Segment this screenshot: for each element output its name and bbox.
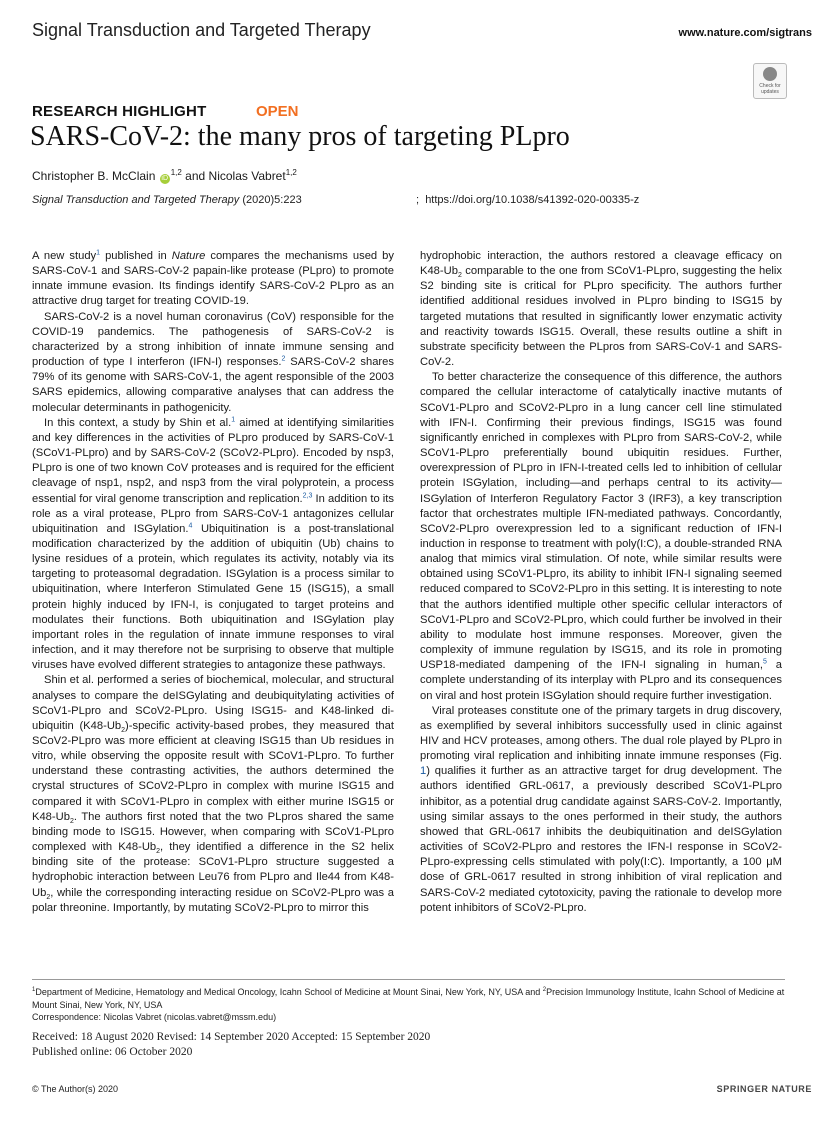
published-date: Published online: 06 October 2020	[32, 1046, 193, 1058]
doi-separator: ;	[416, 194, 420, 206]
paragraph: hydrophobic interaction, the authors restored a cleavage efficacy on $K48-Ub_2$ comparable to the one from SCoV1-PLpro, suggesting the helix S2 binding site is critical for PLpro specificity. The authors further identified additional residues involved in PLpro binding to ISG15 by targeted mutations that resulted in significantly lower enzymatic activity and reactivity towards ISG15. Overall, these results outline a shift in substrate specificity between the PLpros from SARS-CoV-1 and SARS-CoV-2.	[420, 250, 782, 369]
paragraph: To better characterize the consequence of this difference, the authors compared the cellular interactome of catalytically inactive mutants of SCoV1-PLpro and SCoV2-PLpro in a lung cancer cell line stimulated with IFN-I. Confirming their previous findings, ISG15 was found significantly enriched in complexes with PLpro from SARS-CoV-2, while SCoV1-PLpro preferentially bound ubiquitin residues. Further, overexpression of PLpro in IFN-I-treated cells led to inhibition of cellular protein ISGylation, including—and perhaps central to its activity—ISGylation of Interferon Regulatory Factor 3 (IRF3), a key transcription factor that orchestrates multiple IFN-mediated pathways. Concordantly, SCoV2-PLpro overexpression led to a significant reduction of IFN-I induction in response to treatment with poly(I:C), a double-stranded RNA analog that mimics viral stimulation. Of note, while similar results were obtained using SCoV1-PLpro, its ability to inhibit IFN-I signaling seemed reduced compared to SCoV2-PLpro in this setting. It is interesting to note that the authors identified multiple other specific cellular interactors of SCoV1-PLpro and SCoV2-PLpro, which could further be involved in their ability to modulate host immune responses. Moreover, given the complexity of immune regulation by ISG15, and its role in promoting USP18-mediated dampening of the IFN-I signaling in human,$^5$ a complete understanding of its interplay with PLpro and its consequences on viral and host protein ISGylation should require further investigation.	[420, 371, 782, 702]
paragraph: A new study$^1$ published in Nature compares the mechanisms used by SARS-CoV-1 and SARS-CoV-2 papain-like protease (PLpro) to promote innate immune evasion. Its findings identify SARS-CoV-2 PLpro as an attractive drug target for treating COVID-19.	[32, 249, 394, 308]
affiliation-marker: 2	[542, 987, 547, 993]
correspondence: Correspondence: Nicolas Vabret (nicolas.vabret@mssm.edu)	[32, 1012, 277, 1022]
paragraph: In this context, a study by Shin et al.$^1$ aimed at identifying similarities and key differences in the activities of PLpro produced by SARS-CoV-1 (SCoV1-PLpro) and by SARS-CoV-2 (SCoV2-PLpro). Encoded by nsp3, PLpro is one of two known CoV proteases and is required for the efficient cleavage of nsp1, nsp2, and nsp3 from the viral polyprotein, a process essential for viral genome transcription and replication.$^{2,3}$ In addition to its role as a viral protease, PLpro from SARS-CoV-1 antagonizes cellular ubiquitination and ISGylation.$^4$ Ubiquitination is a post-translational modification characterized by the addition of ubiquitin (Ub) chains to lysine residues of a protein, which regulates its activity, notably via its targeting to proteasomal degradation. ISGylation is a process similar to ubiquitination, where Interferon Stimulated Gene 15 (ISG15), a small protein highly induced by IFN-I, is conjugated to target proteins and modulates their functions. Both ubiquitination and ISGylation play important roles in the regulation of innate immune responses to viral infection, and it may therefore not be surprising to observe that multiple viruses have evolved different strategies to antagonize these pathways.	[32, 415, 394, 672]
body-column-right	[420, 249, 782, 916]
affiliation-marker: 1	[32, 987, 36, 993]
author-list	[32, 168, 297, 184]
body-column-left	[32, 249, 394, 916]
article-dates: Received: 18 August 2020 Revised: 14 September 2020 Accepted: 15 September 2020	[32, 1031, 431, 1043]
paragraph: Viral proteases constitute one of the primary targets in drug discovery, as exemplified by several inhibitors successfully used in clinic against HIV and HCV proteases, among others. The dual role played by PLpro in promoting viral replication and inhibiting innate immune responses (Fig. 1) qualifies it further as an attractive target for drug development. The authors identified GRL-0617, a previously described SCoV1-PLpro inhibitor, as a potential drug candidate against SARS-CoV-2. Importantly, using similar assays to the ones performed in their study, the authors showed that GRL-0617 inhibits the deubiquitination and deISGylation activities of SCoV2-PLpro and restores the IFN-I response in SCoV2-PLpro-expressing cells stimulated with poly(I:C). Importantly, a 100 μM dose of GRL-0617 resulted in strong inhibition of viral replication and SARS-CoV-2 mediated cytotoxicity, paving the rationale to develop more potent inhibitors of SCoV2-PLpro.	[420, 704, 782, 914]
author-affiliation: 1,2	[285, 168, 297, 177]
open-access-label: OPEN	[256, 103, 299, 120]
publisher-logo: SPRINGER NATURE	[716, 1084, 812, 1094]
citation-volume: (2020)5:223	[242, 194, 302, 206]
journal-name: Signal Transduction and Targeted Therapy	[32, 20, 371, 40]
doi-link[interactable]: https://doi.org/10.1038/s41392-020-00335-z	[425, 194, 640, 206]
orcid-icon[interactable]: iD	[161, 175, 169, 182]
citation	[32, 194, 302, 206]
journal-url-link[interactable]: www.nature.com/sigtrans	[678, 27, 812, 39]
article-title: SARS-CoV-2: the many pros of targeting PLpro	[30, 121, 570, 152]
doi	[416, 194, 639, 206]
footnote-divider	[32, 979, 785, 980]
check-for-updates-button[interactable]	[753, 63, 787, 99]
citation-journal: Signal Transduction and Targeted Therapy	[32, 194, 240, 206]
check-updates-icon	[763, 67, 777, 81]
author-conjunction: and	[181, 169, 209, 183]
author-name[interactable]: Nicolas Vabret	[208, 169, 286, 183]
paragraph: SARS-CoV-2 is a novel human coronavirus (CoV) responsible for the COVID-19 pandemics. The pathogenesis of SARS-CoV-2 is characterized by a strong inhibition of innate immune sensing and production of type I interferon (IFN-I) responses.$^2$ SARS-CoV-2 shares 79% of its genome with SARS-CoV-1, the agent responsible of the 2003 SARS epidemics, allowing comparative analyses that can address the molecular determinants in pathogenicity.	[32, 310, 394, 414]
copyright: © The Author(s) 2020	[32, 1084, 119, 1094]
paragraph: Shin et al. performed a series of biochemical, molecular, and structural analyses to compare the deISGylating and deubiquitylating activities of SCoV1-PLpro and SCoV2-PLpro. Using ISG15- and K48-linked di-ubiquitin $(K48-Ub_2)$-specific activity-based probes, they measured that SCoV2-PLpro was more efficient at cleaving ISG15 than Ub residues in vitro, while observing the opposite result with SCoV1-PLpro. To further understand these contrasting activities, the authors determined the crystal structures of SCoV2-PLpro in complex with murine ISG15 and compared it with SCoV1-PLpro in complex with either murine ISG15 or $K48-Ub_2$. The authors first noted that the two PLpros shared the same binding mode to ISG15. However, when comparing with SCoV1-PLpro complexed with $K48-Ub_2$, they identified a difference in the S2 helix binding site of the protease: SCoV1-PLpro structure suggested a hydrophobic interaction between Leu76 from PLpro and Ile44 from $K48-Ub_2$, while the corresponding interacting residue on SCoV2-PLpro was a polar threonine. Importantly, by mutating SCoV2-PLpro to mirror this	[32, 674, 394, 914]
author-name[interactable]: Christopher B. McClain	[32, 169, 156, 183]
affiliation-text: Department of Medicine, Hematology and Medical Oncology, Icahn School of Medicine at Mount Sinai, New York, NY, USA and	[35, 987, 543, 997]
affiliation-text: Precision Immunology Institute, Icahn School of Medicine at Mount Sinai, New York, NY, USA	[32, 987, 785, 1010]
check-updates-label: Check for updates	[759, 83, 781, 95]
author-affiliation: 1,2	[170, 168, 182, 177]
article-type: RESEARCH HIGHLIGHT	[32, 103, 207, 120]
affiliations	[32, 984, 787, 1012]
